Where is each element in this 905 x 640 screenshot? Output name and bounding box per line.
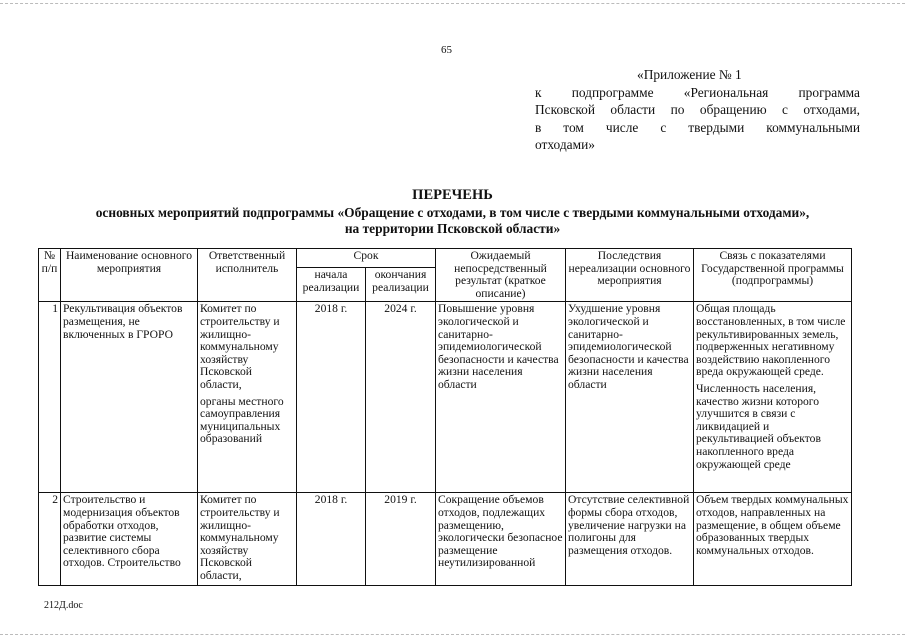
header-end: окончания реализации: [366, 268, 436, 302]
subtitle-line-2: на территории Псковской области»: [344, 221, 561, 236]
header-num: № п/п: [39, 249, 61, 302]
appendix-block: [535, 66, 860, 154]
row-end: 2019 г.: [366, 493, 436, 586]
document-title: ПЕРЕЧЕНЬ: [412, 187, 493, 203]
measures-table: [38, 248, 852, 586]
scan-bottom-edge: [0, 634, 905, 635]
header-consequences: Последствия нереализации основного мероприятия: [566, 249, 694, 302]
row-start: 2018 г.: [297, 493, 366, 586]
appendix-line: Псковской области по обращению с отходами,: [535, 102, 860, 117]
row-name: Рекультивация объектов размещения, не включенных в ГРОРО: [61, 302, 198, 493]
row-end: 2024 г.: [366, 302, 436, 493]
header-link: Связь с показателями Государственной программы (подпрограммы): [694, 249, 852, 302]
header-name: Наименование основного мероприятия: [61, 249, 198, 302]
row-consequences: Отсутствие селективной формы сбора отходов, увеличение нагрузки на полигоны для размещения отходов.: [566, 493, 694, 586]
appendix-line: отходами»: [535, 137, 595, 152]
header-term: Срок: [297, 249, 436, 268]
appendix-line: в том числе с твердыми коммунальными: [535, 119, 860, 135]
table-row: [39, 302, 852, 493]
row-num: 2: [39, 493, 61, 586]
row-start: 2018 г.: [297, 302, 366, 493]
row-link-extra: Численность населения, качество жизни которого улучшится в связи с ликвидацией и рекультивацией объектов накопленного вреда окружающей среде: [696, 381, 821, 471]
row-num: 1: [39, 302, 61, 493]
row-link-text: Объем твердых коммунальных отходов, направленных на размещение, в общем объеме образованных твердых коммунальных отходов.: [696, 493, 849, 557]
scan-top-edge: [0, 3, 905, 4]
row-consequences: Ухудшение уровня экологической и санитарно-эпидемиологической безопасности и качества жизни населения области: [566, 302, 694, 493]
header-start: начала реализации: [297, 268, 366, 302]
subtitle-line-1: основных мероприятий подпрограммы «Обращение с отходами, в том числе с твердыми коммунальными отходами»,: [95, 205, 810, 220]
row-link: [694, 493, 852, 586]
table-header-row: [39, 249, 852, 268]
document-subtitle: [20, 205, 885, 237]
page-number: 65: [441, 44, 452, 56]
appendix-title: «Приложение № 1: [637, 67, 742, 82]
row-executor-extra: органы местного самоуправления муниципальных образований: [200, 394, 284, 446]
header-result: Ожидаемый непосредственный результат (краткое описание): [436, 249, 566, 302]
row-link: [694, 302, 852, 493]
row-executor-text: Комитет по строительству и жилищно-коммунальному хозяйству Псковской области,: [200, 493, 280, 582]
row-executor: [198, 493, 297, 586]
footer-filename: 212Д.doc: [44, 600, 83, 611]
header-executor: Ответственный исполнитель: [198, 249, 297, 302]
row-executor-text: Комитет по строительству и жилищно-коммунальному хозяйству Псковской области,: [200, 302, 280, 391]
row-executor: [198, 302, 297, 493]
appendix-line: к подпрограмме «Региональная программа: [535, 84, 860, 100]
row-name: Строительство и модернизация объектов обработки отходов, развитие системы селективного сбора отходов. Строительство: [61, 493, 198, 586]
row-link-text: Общая площадь восстановленных, в том числе рекультивированных земель, подверженных негативному воздействию накопленного вреда окружающей среде.: [696, 302, 846, 379]
row-result: Сокращение объемов отходов, подлежащих размещению, экологически безопасное размещение неутилизированной: [436, 493, 566, 586]
table-row: [39, 493, 852, 586]
row-result: Повышение уровня экологической и санитарно-эпидемиологической безопасности и качества жизни населения области: [436, 302, 566, 493]
